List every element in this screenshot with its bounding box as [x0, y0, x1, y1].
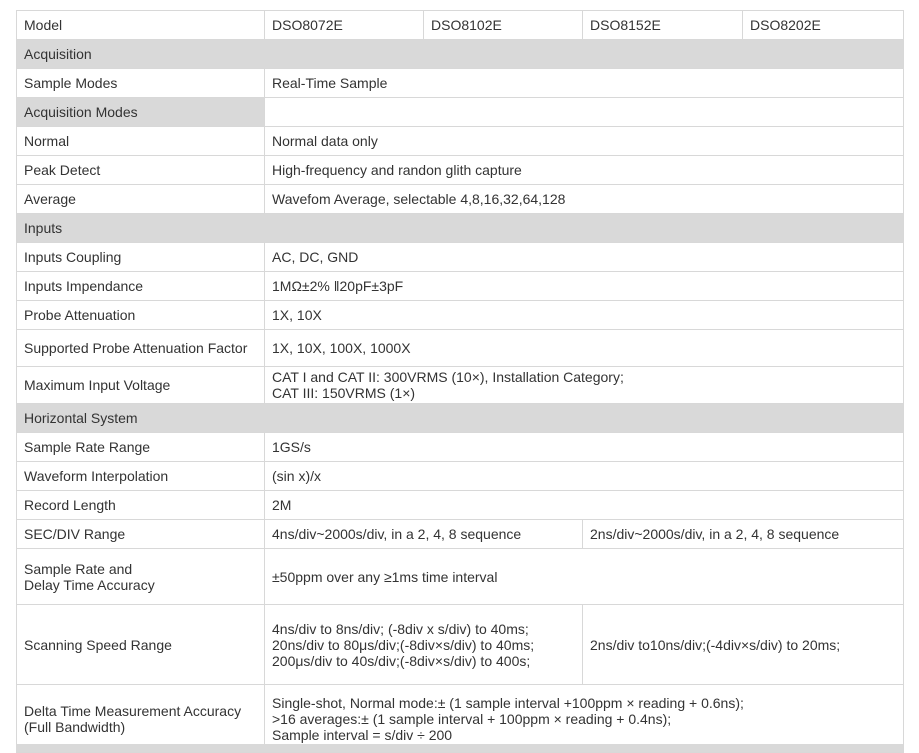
table-row: [17, 367, 904, 404]
row-label: [17, 549, 265, 605]
row-value: (sin x)/x: [265, 462, 904, 491]
value-line: 20ns/div to 80μs/div;(-8div×s/div) to 40ms;: [272, 636, 535, 653]
section-horizontal-system: Horizontal System: [17, 404, 904, 433]
row-value: Normal data only: [265, 127, 904, 156]
section-row-acquisition: [17, 40, 904, 69]
row-label: Probe Attenuation: [17, 301, 265, 330]
row-value: Wavefom Average, selectable 4,8,16,32,64,128: [265, 185, 904, 214]
table-row: [17, 127, 904, 156]
row-label: Supported Probe Attenuation Factor: [17, 330, 265, 367]
table-row: [17, 69, 904, 98]
model-label: Model: [17, 11, 265, 40]
row-value: 1X, 10X, 100X, 1000X: [265, 330, 904, 367]
value-line: CAT I and CAT II: 300VRMS (10×), Installation Category;: [272, 369, 624, 385]
next-section-strip: [16, 744, 903, 752]
value-line: CAT III: 150VRMS (1×): [272, 385, 416, 401]
row-label: Scanning Speed Range: [17, 605, 265, 685]
model-dso8152e: DSO8152E: [583, 11, 743, 40]
row-value: 1X, 10X: [265, 301, 904, 330]
row-value: Real-Time Sample: [265, 69, 904, 98]
row-label: Normal: [17, 127, 265, 156]
section-acquisition: Acquisition: [17, 40, 904, 69]
row-value: High-frequency and randon glith capture: [265, 156, 904, 185]
row-value: 2M: [265, 491, 904, 520]
section-row-horizontal: [17, 404, 904, 433]
row-label: Sample Modes: [17, 69, 265, 98]
header-row: [17, 11, 904, 40]
table-row: [17, 243, 904, 272]
table-row: [17, 433, 904, 462]
row-label: Sample Rate Range: [17, 433, 265, 462]
row-label: Average: [17, 185, 265, 214]
model-dso8072e: DSO8072E: [265, 11, 424, 40]
label-line: Sample Rate and: [24, 560, 133, 577]
table-row: [17, 272, 904, 301]
table-row: [17, 491, 904, 520]
table-row: [17, 156, 904, 185]
row-value: [265, 367, 904, 404]
label-line: Delta Time Measurement Accuracy: [24, 702, 242, 719]
spec-table: [16, 10, 904, 753]
row-label: SEC/DIV Range: [17, 520, 265, 549]
value-line: Sample interval = s/div ÷ 200: [272, 726, 453, 743]
table-row: [17, 685, 904, 753]
row-value-b: 2ns/div to10ns/div;(-4div×s/div) to 20ms;: [583, 605, 904, 685]
row-value-b: 2ns/div~2000s/div, in a 2, 4, 8 sequence: [583, 520, 904, 549]
row-label: Peak Detect: [17, 156, 265, 185]
table-row: [17, 301, 904, 330]
row-label: Waveform Interpolation: [17, 462, 265, 491]
value-line: >16 averages:± (1 sample interval + 100ppm × reading + 0.4ns);: [272, 710, 672, 727]
row-value-a: [265, 605, 583, 685]
value-line: 200μs/div to 40s/div;(-8div×s/div) to 400s;: [272, 652, 531, 669]
empty-cell: [265, 98, 904, 127]
table-row: [17, 462, 904, 491]
row-value: 1GS/s: [265, 433, 904, 462]
label-line: (Full Bandwidth): [24, 718, 126, 735]
row-value: AC, DC, GND: [265, 243, 904, 272]
section-acquisition-modes: Acquisition Modes: [17, 98, 265, 127]
value-line: 4ns/div to 8ns/div; (-8div x s/div) to 40ms;: [272, 620, 529, 637]
row-value: 1MΩ±2% ǁ20pF±3pF: [265, 272, 904, 301]
row-label: Inputs Coupling: [17, 243, 265, 272]
row-label: Maximum Input Voltage: [17, 367, 265, 404]
row-value-a: 4ns/div~2000s/div, in a 2, 4, 8 sequence: [265, 520, 583, 549]
table-row: [17, 330, 904, 367]
row-value: ±50ppm over any ≥1ms time interval: [265, 549, 904, 605]
section-inputs: Inputs: [17, 214, 904, 243]
row-label: Record Length: [17, 491, 265, 520]
row-value: [265, 685, 904, 753]
label-line: Delay Time Accuracy: [24, 576, 155, 593]
model-dso8202e: DSO8202E: [743, 11, 904, 40]
table-row: [17, 520, 904, 549]
table-row: [17, 549, 904, 605]
table-row: [17, 605, 904, 685]
table-row: [17, 185, 904, 214]
row-label: Inputs Impendance: [17, 272, 265, 301]
section-row-inputs: [17, 214, 904, 243]
value-line: Single-shot, Normal mode:± (1 sample interval +100ppm × reading + 0.6ns);: [272, 694, 744, 711]
row-label: [17, 685, 265, 753]
section-row-acquisition-modes: [17, 98, 904, 127]
model-dso8102e: DSO8102E: [424, 11, 583, 40]
